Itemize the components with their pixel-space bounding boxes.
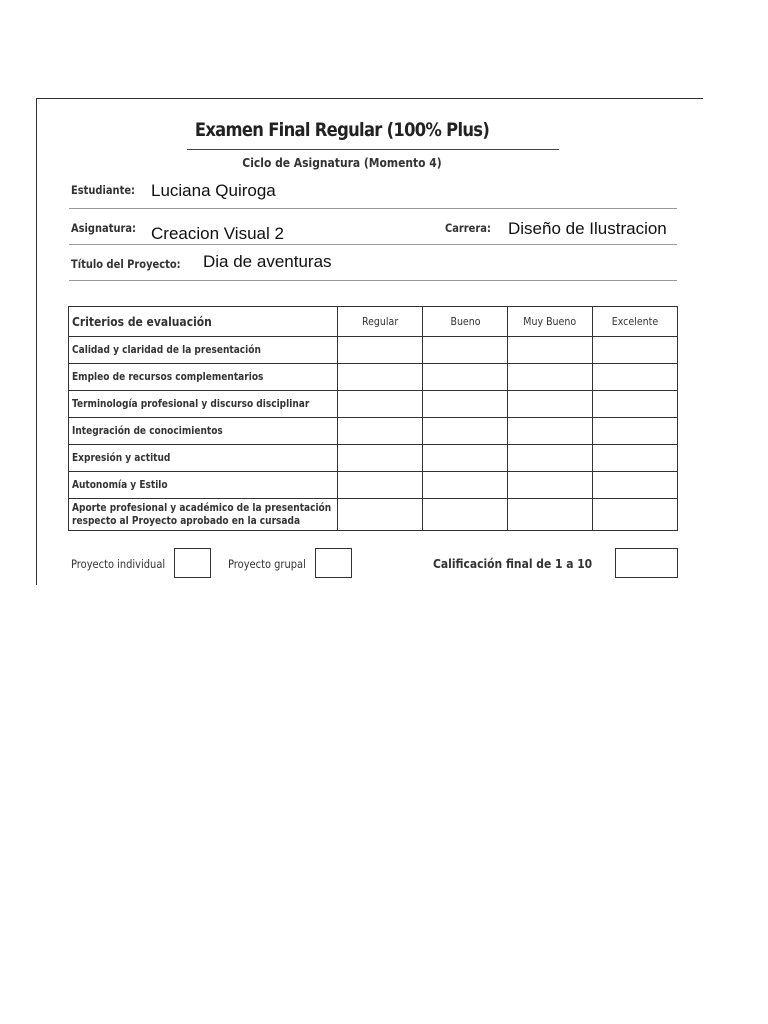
grade-cell[interactable] — [338, 445, 423, 472]
career-field[interactable]: Diseño de Ilustracion — [508, 219, 667, 238]
grade-cell[interactable] — [423, 337, 508, 364]
table-row — [69, 499, 678, 531]
criterion-label: Terminología profesional y discurso disciplinar — [69, 391, 338, 418]
grade-cell[interactable] — [593, 445, 678, 472]
student-field[interactable]: Luciana Quiroga — [151, 181, 276, 200]
exam-sheet — [36, 98, 703, 585]
grade-cell[interactable] — [338, 337, 423, 364]
grade-cell[interactable] — [593, 364, 678, 391]
criterion-label: Empleo de recursos complementarios — [69, 364, 338, 391]
grade-cell[interactable] — [423, 499, 508, 531]
criterion-label: Calidad y claridad de la presentación — [69, 337, 338, 364]
level-regular-header: Regular — [338, 307, 423, 337]
grade-cell[interactable] — [423, 472, 508, 499]
grade-cell[interactable] — [593, 391, 678, 418]
group-project-label: Proyecto grupal — [228, 557, 306, 571]
career-label: Carrera: — [445, 221, 491, 235]
level-excelente-header: Excelente — [593, 307, 678, 337]
grade-cell[interactable] — [423, 445, 508, 472]
exam-subtitle: Ciclo de Asignatura (Momento 4) — [242, 155, 442, 170]
grade-cell[interactable] — [508, 499, 593, 531]
grade-cell[interactable] — [593, 472, 678, 499]
table-row — [69, 445, 678, 472]
table-row — [69, 391, 678, 418]
group-project-checkbox[interactable] — [315, 548, 352, 578]
grade-cell[interactable] — [593, 337, 678, 364]
individual-project-label: Proyecto individual — [71, 557, 166, 571]
individual-project-checkbox[interactable] — [174, 548, 211, 578]
grade-cell[interactable] — [338, 418, 423, 445]
grade-cell[interactable] — [593, 499, 678, 531]
criterion-label: Expresión y actitud — [69, 445, 338, 472]
final-grade-input[interactable] — [615, 548, 678, 578]
subject-rule — [69, 244, 677, 245]
project-title-label: Título del Proyecto: — [71, 257, 181, 271]
level-bueno-header: Bueno — [423, 307, 508, 337]
grade-cell[interactable] — [508, 364, 593, 391]
student-rule — [69, 208, 677, 209]
grade-cell[interactable] — [508, 472, 593, 499]
level-muy-bueno-header: Muy Bueno — [508, 307, 593, 337]
criteria-header: Criterios de evaluación — [69, 307, 338, 337]
table-row — [69, 418, 678, 445]
rubric-header-row — [69, 307, 678, 337]
student-label: Estudiante: — [71, 183, 135, 197]
criterion-label: Autonomía y Estilo — [69, 472, 338, 499]
grade-cell[interactable] — [593, 418, 678, 445]
grade-cell[interactable] — [423, 364, 508, 391]
grade-cell[interactable] — [338, 391, 423, 418]
subject-field[interactable]: Creacion Visual 2 — [151, 224, 284, 243]
grade-cell[interactable] — [508, 337, 593, 364]
final-grade-label: Calificación final de 1 a 10 — [433, 556, 593, 571]
table-row — [69, 337, 678, 364]
project-title-field[interactable]: Dia de aventuras — [203, 252, 332, 271]
table-row — [69, 472, 678, 499]
criterion-label: Aporte profesional y académico de la presentación respecto al Proyecto aprobado en la cursada — [69, 499, 338, 531]
exam-title: Examen Final Regular (100% Plus) — [194, 119, 490, 141]
grade-cell[interactable] — [338, 499, 423, 531]
grade-cell[interactable] — [508, 418, 593, 445]
criterion-label: Integración de conocimientos — [69, 418, 338, 445]
grade-cell[interactable] — [338, 364, 423, 391]
project-rule — [69, 280, 677, 281]
title-underline — [187, 149, 559, 150]
grade-cell[interactable] — [508, 445, 593, 472]
table-row — [69, 364, 678, 391]
rubric-table — [68, 306, 678, 531]
subject-label: Asignatura: — [71, 221, 137, 235]
grade-cell[interactable] — [423, 418, 508, 445]
grade-cell[interactable] — [338, 472, 423, 499]
grade-cell[interactable] — [508, 391, 593, 418]
grade-cell[interactable] — [423, 391, 508, 418]
